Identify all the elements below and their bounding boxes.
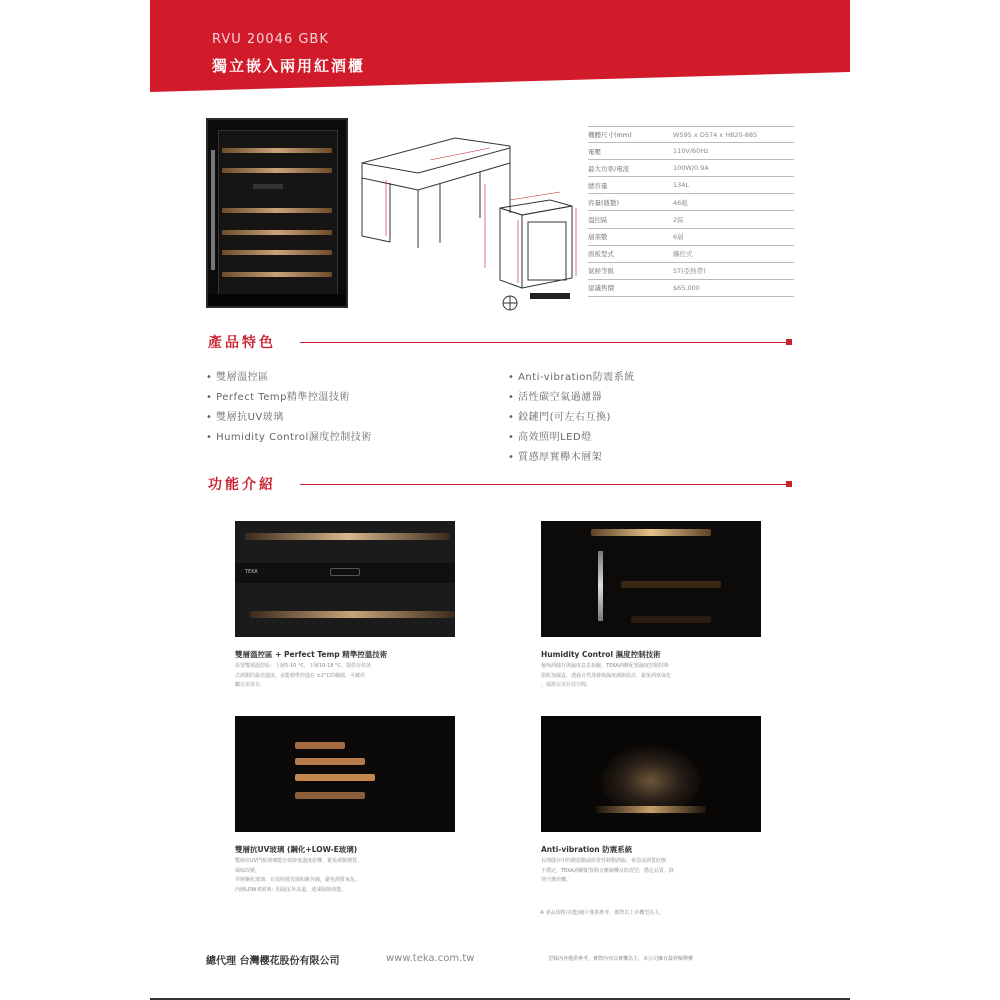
spec-row <box>588 126 794 143</box>
section-marker <box>786 481 792 487</box>
spec-key: 氣候等級 <box>588 267 614 276</box>
wine-shelf <box>222 230 332 235</box>
spec-value: 100W/0.9A <box>673 164 709 173</box>
wine-fridge-image <box>206 118 348 308</box>
bottle-row <box>295 758 365 765</box>
spec-row <box>588 280 794 297</box>
section-divider <box>300 342 786 343</box>
model-number: RVU 20046 GBK <box>212 32 329 47</box>
wine-shelf <box>222 168 332 173</box>
spec-row <box>588 194 794 211</box>
wine-shelf <box>631 616 711 623</box>
spec-row <box>588 160 794 177</box>
bottle-row <box>295 774 375 781</box>
panel-description: 葡萄酒儲存與濕度息息相關，TEKA酒櫃配置濕度控制技術 搭配加濕盒，透過自然蒸發與濕度調節設計，避免酒塞氧化 ，保證完美存放空間。 <box>541 663 672 688</box>
feature-item: • 高效照明LED燈 <box>508 432 592 443</box>
spec-value: 6層 <box>673 233 684 242</box>
spec-row <box>588 229 794 246</box>
wine-shelf <box>591 529 711 536</box>
photo-anti-vibration <box>541 716 761 832</box>
display-panel <box>330 568 360 576</box>
feature-item: • 鉸鏈門(可左右互換) <box>508 412 611 423</box>
spec-value: 觸控式 <box>673 250 693 259</box>
website-link[interactable]: www.teka.com.tw <box>386 953 475 964</box>
spec-row <box>588 143 794 160</box>
spec-key: 面板型式 <box>588 250 614 259</box>
spec-key: 容量(瓶數) <box>588 198 620 207</box>
photo-uv-glass <box>235 716 455 832</box>
wine-shelf <box>621 581 721 588</box>
spec-value: 134L <box>673 181 690 190</box>
feature-item: • Humidity Control濕度控制技術 <box>206 432 372 443</box>
wine-shelf <box>250 611 455 618</box>
spec-table <box>588 126 794 297</box>
photo-dual-zone <box>235 521 455 637</box>
installation-diagram <box>360 118 580 318</box>
spec-key: 層架數 <box>588 233 608 242</box>
control-panel <box>253 184 283 189</box>
fridge-handle <box>211 150 215 270</box>
feature-item: • Perfect Temp精準控溫技術 <box>206 392 350 403</box>
fridge-kickplate <box>208 294 346 306</box>
spec-value: 46瓶 <box>673 198 688 207</box>
feature-item: • 雙層抗UV玻璃 <box>206 412 284 423</box>
panel-description: 雙層抗UV門板玻璃能有效降低溫度影響，避免酒類變質、 風味改變。 外層鋼化玻璃：有效阻擋光線和紫外線，避免酒質氧化。 內層LOW-E玻璃：阻隔室外高溫，達成隔熱效能。 <box>235 858 363 893</box>
bottle-row <box>295 792 365 799</box>
spec-value: ST(亞熱帶) <box>673 267 706 276</box>
wine-shelf <box>222 272 332 277</box>
spec-key: 最大功率/電流 <box>588 164 630 173</box>
bottle-row <box>295 742 345 749</box>
brand-logo: TEKA <box>245 569 258 575</box>
footer-disclaimer: 型錄內容僅供參考，實際內容以實機為主，本公司擁有最終解釋權 <box>548 956 694 962</box>
panel-title: Humidity Control 濕度控制技術 <box>541 650 661 659</box>
spec-value: W595 x D574 x H820-885 <box>673 130 758 139</box>
spec-key: 建議售價 <box>588 284 614 293</box>
disclaimer-note: ※ 產品規格/功能/圖片僅供參考，實際以上市機型為主。 <box>540 910 665 916</box>
distributor-name: 總代理 台灣櫻花股份有限公司 <box>206 956 340 967</box>
spec-row <box>588 211 794 228</box>
panel-description: 設置雙層溫控區：上層5-10 °C，下層10-18 °C，提供存放各 式酒類的最佳溫度，並能精準控溫在 ±2°C的範圍，可藏佳 釀完美保存。 <box>235 663 372 688</box>
spec-row <box>588 246 794 263</box>
spec-value: $65,000 <box>673 283 700 292</box>
wine-shelf <box>222 148 332 153</box>
door-handle <box>598 551 603 621</box>
spec-key: 溫控區 <box>588 216 608 225</box>
panel-description: 長期儲存中的微震動或經常性移動酒瓶，會造成酒質狀態 不穩定，TEKA酒櫃配置靜音壓縮機及防震型，穩定品質，降 別守護佳釀。 <box>541 858 674 883</box>
spec-value: 110V/60Hz <box>673 147 709 156</box>
spec-value: 2區 <box>673 216 684 225</box>
features-section-title: 產品特色 <box>208 335 276 351</box>
wine-shelf <box>222 250 332 255</box>
panel-title: 雙層溫控區 + Perfect Temp 精準控溫技術 <box>235 650 388 659</box>
panel-title: Anti-vibration 防震系統 <box>541 845 633 854</box>
spec-key: 總容量 <box>588 181 608 190</box>
spec-key: 機體尺寸(mm) <box>588 131 632 140</box>
wine-shelf <box>245 533 450 540</box>
spec-key: 電壓 <box>588 147 601 156</box>
wine-shelf <box>222 208 332 213</box>
feature-item: • 活性碳空氣過濾器 <box>508 392 603 403</box>
spec-row <box>588 263 794 280</box>
footer-divider <box>150 998 850 1000</box>
feature-item: • 質感厚實櫸木層架 <box>508 452 603 463</box>
product-subtitle: 獨立嵌入兩用紅酒櫃 <box>212 57 366 75</box>
section-marker <box>786 339 792 345</box>
wine-shelf <box>596 806 706 813</box>
features-list-right <box>508 368 635 468</box>
photo-humidity-control <box>541 521 761 637</box>
features-list-left <box>206 368 372 448</box>
feature-item: • Anti-vibration防震系統 <box>508 372 635 383</box>
functions-section-title: 功能介紹 <box>208 477 276 493</box>
panel-title: 雙層抗UV玻璃 (鋼化+LOW-E玻璃) <box>235 845 358 854</box>
section-divider <box>300 484 786 485</box>
spec-row <box>588 177 794 194</box>
feature-item: • 雙層溫控區 <box>206 372 269 383</box>
